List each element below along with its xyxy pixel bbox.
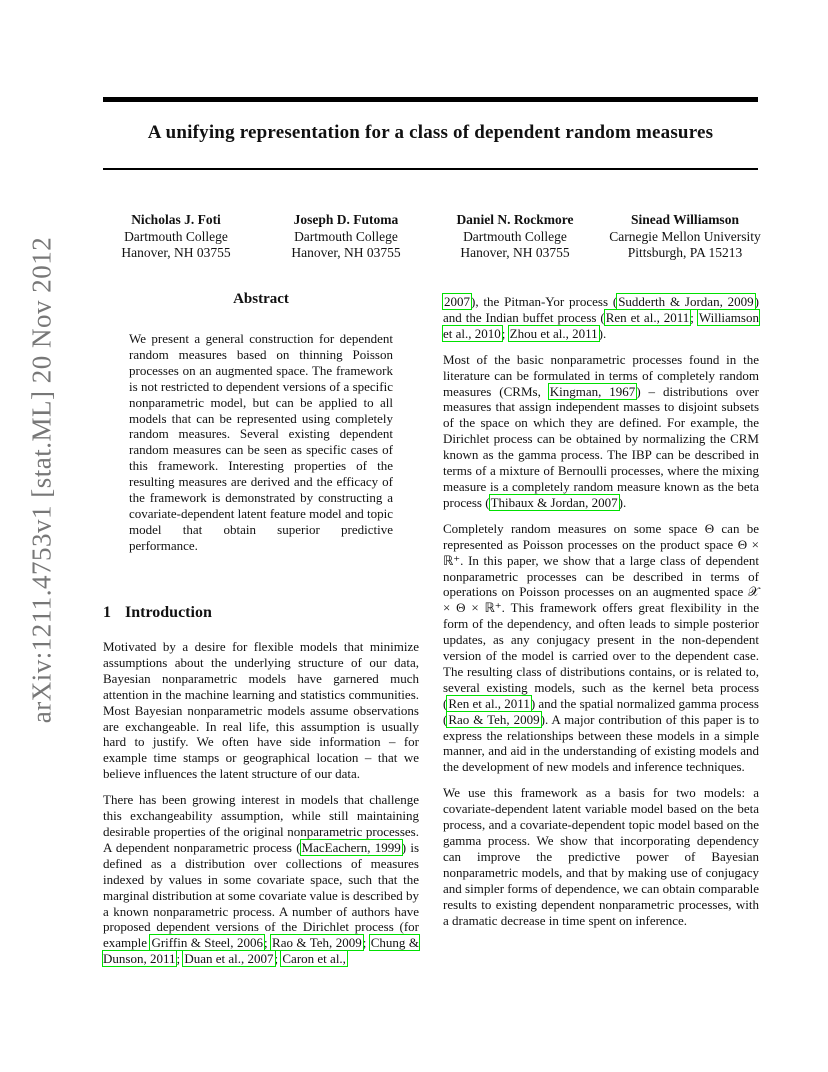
citation-link[interactable]: Caron et al., bbox=[282, 951, 346, 967]
citation-link[interactable]: Ren et al., 2011 bbox=[605, 309, 690, 325]
paragraph-text: ) and the spatial normalized gamma process ( bbox=[443, 695, 759, 727]
intro-paragraph-3 bbox=[443, 352, 759, 511]
citation-link[interactable]: Williamson et al., 2010 bbox=[443, 309, 759, 341]
section-heading bbox=[103, 604, 212, 622]
citation-link[interactable]: Kingman, 1967 bbox=[549, 383, 636, 399]
citation-link[interactable]: Duan et al., 2007 bbox=[184, 951, 274, 967]
citation-link[interactable]: Rao & Teh, 2009 bbox=[272, 935, 362, 951]
citation-link[interactable]: Ren et al., 2011 bbox=[448, 695, 530, 711]
author-address: Hanover, NH 03755 bbox=[121, 245, 231, 260]
intro-paragraph-5: We use this framework as a basis for two models: a covariate-dependent latent variable model based on the beta process, and a covariate-dependent topic model based on the gamma process. We show that incorporating dependency can improve the predictive power of Bayesian nonparametric models, and that by making use of conjugacy and simpler forms of dependence, we can obtain comparable results to existing dependent nonparametric processes, with a dramatic decrease in time spent on inference. bbox=[443, 785, 759, 928]
paragraph-text: ; bbox=[690, 309, 698, 325]
citation-link[interactable]: Thibaux & Jordan, 2007 bbox=[490, 494, 618, 510]
citation-link[interactable]: Chung & Dunson, 2011 bbox=[103, 935, 419, 967]
citation-link[interactable]: Zhou et al., 2011 bbox=[509, 325, 598, 341]
author-address: Pittsburgh, PA 15213 bbox=[627, 245, 743, 260]
author-address: Hanover, NH 03755 bbox=[460, 245, 570, 260]
section-title: Introduction bbox=[125, 604, 212, 621]
left-column bbox=[103, 639, 419, 967]
paragraph-text: There has been growing interest in models that challenge this exchangeability assumption, while still maintaining desirable properties of the original nonparametric processes. A dependent nonparametric process ( bbox=[103, 792, 419, 855]
paper-title: A unifying representation for a class of dependent random measures bbox=[147, 122, 714, 143]
author-name: Sinead Williamson bbox=[631, 212, 739, 227]
author-name: Nicholas J. Foti bbox=[131, 212, 221, 227]
citation-link[interactable]: MacEachern, 1999 bbox=[301, 839, 401, 855]
author-block bbox=[111, 212, 241, 262]
right-column bbox=[443, 294, 759, 928]
intro-paragraph-2 bbox=[103, 792, 419, 967]
intro-paragraph-1: Motivated by a desire for flexible models that minimize assumptions about the underlying structure of our data, Bayesian nonparametric models have garnered much attention in the machine learning and statistics communities. Most Bayesian nonparametric models assume observations are exchangeable. In real life, this assumption is usually hard to justify. We often have side information – for example time stamps or geographical location – that we believe influences the latent structure of our data. bbox=[103, 639, 419, 782]
author-block bbox=[440, 212, 590, 262]
intro-paragraph-2-continued bbox=[443, 294, 759, 342]
citation-link[interactable]: Griffin & Steel, 2006 bbox=[151, 935, 263, 951]
author-block bbox=[276, 212, 416, 262]
author-affiliation: Dartmouth College bbox=[294, 228, 398, 244]
author-affiliation: Dartmouth College bbox=[463, 228, 567, 244]
paragraph-text: Most of the basic nonparametric processes found in the literature can be formulated in terms of completely random measures (CRMs, bbox=[443, 351, 759, 399]
author-name: Daniel N. Rockmore bbox=[456, 212, 574, 227]
paragraph-text: ). bbox=[618, 494, 627, 510]
title-bottom-rule bbox=[103, 168, 758, 170]
author-address: Hanover, NH 03755 bbox=[291, 245, 401, 260]
paragraph-text: ). bbox=[598, 325, 607, 341]
author-affiliation: Carnegie Mellon University bbox=[609, 228, 761, 244]
citation-link[interactable]: Rao & Teh, 2009 bbox=[448, 711, 540, 727]
paragraph-text: ; bbox=[274, 951, 282, 967]
paragraph-text: ; bbox=[501, 325, 509, 341]
paragraph-text: ), the Pitman-Yor process ( bbox=[471, 294, 618, 309]
paragraph-text: ). A major contribution of this paper is to express the relationships between these models in a simple manner, and aid in the understanding of existing models and the development of new models and inference techniques. bbox=[443, 711, 759, 775]
author-affiliation: Dartmouth College bbox=[124, 228, 228, 244]
paragraph-text: ; bbox=[263, 935, 272, 951]
citation-link[interactable]: 2007 bbox=[444, 294, 470, 309]
paragraph-text: ) – distributions over measures that assign independent masses to disjoint subsets of the space on which they are defined. For example, the Dirichlet process can be obtained by normalizing the CRM known as the gamma process. The IBP can be described in terms of a mixture of Bernoulli processes, where the mixing measure is a completely random measure known as the beta process ( bbox=[443, 383, 759, 510]
author-block bbox=[600, 212, 770, 262]
title-top-rule bbox=[103, 97, 758, 102]
abstract-text: We present a general construction for dependent random measures based on thinning Poisson processes on an augmented space. The framework is not restricted to dependent versions of a specific nonparametric model, but can be applied to all models that can be represented using completely random measures. Several existing dependent random measures can be seen as specific cases of this framework. Interesting properties of the resulting measures are derived and the efficacy of the framework is demonstrated by constructing a covariate-dependent latent feature model and topic model that obtain superior predictive performance. bbox=[129, 331, 393, 553]
arxiv-identifier-stamp: arXiv:1211.4753v1 [stat.ML] 20 Nov 2012 bbox=[26, 236, 57, 724]
paragraph-text: ) is defined as a distribution over collections of measures indexed by values in some covariate space, such that the marginal distribution at some covariate value is described by a known nonparametric process. A number of authors have proposed dependent versions of the Dirichlet process (for example bbox=[103, 839, 420, 951]
author-name: Joseph D. Futoma bbox=[293, 212, 399, 227]
paragraph-text: Completely random measures on some space Θ can be represented as Poisson processes on the product space Θ × ℝ⁺. In this paper, we show that a large class of dependent nonparametric processes can be described in terms of operations on Poisson processes on an augmented space 𝒳 × Θ × ℝ⁺. This framework offers great flexibility in the form of the dependency, and often leads to simple posterior updates, as any conjugacy present in the non-dependent version of the model is carried over to the dependent case. The resulting class of distributions contains, or is related to, several existing models, such as the kernel beta process ( bbox=[443, 520, 759, 711]
paragraph-text: ) and the Indian buffet process ( bbox=[443, 294, 760, 325]
intro-paragraph-4 bbox=[443, 521, 759, 776]
paragraph-text: ; bbox=[362, 935, 370, 951]
abstract-heading: Abstract bbox=[233, 291, 289, 307]
paragraph-text: ; bbox=[176, 951, 184, 967]
citation-link[interactable]: Sudderth & Jordan, 2009 bbox=[618, 294, 754, 309]
section-number: 1 bbox=[103, 604, 111, 621]
